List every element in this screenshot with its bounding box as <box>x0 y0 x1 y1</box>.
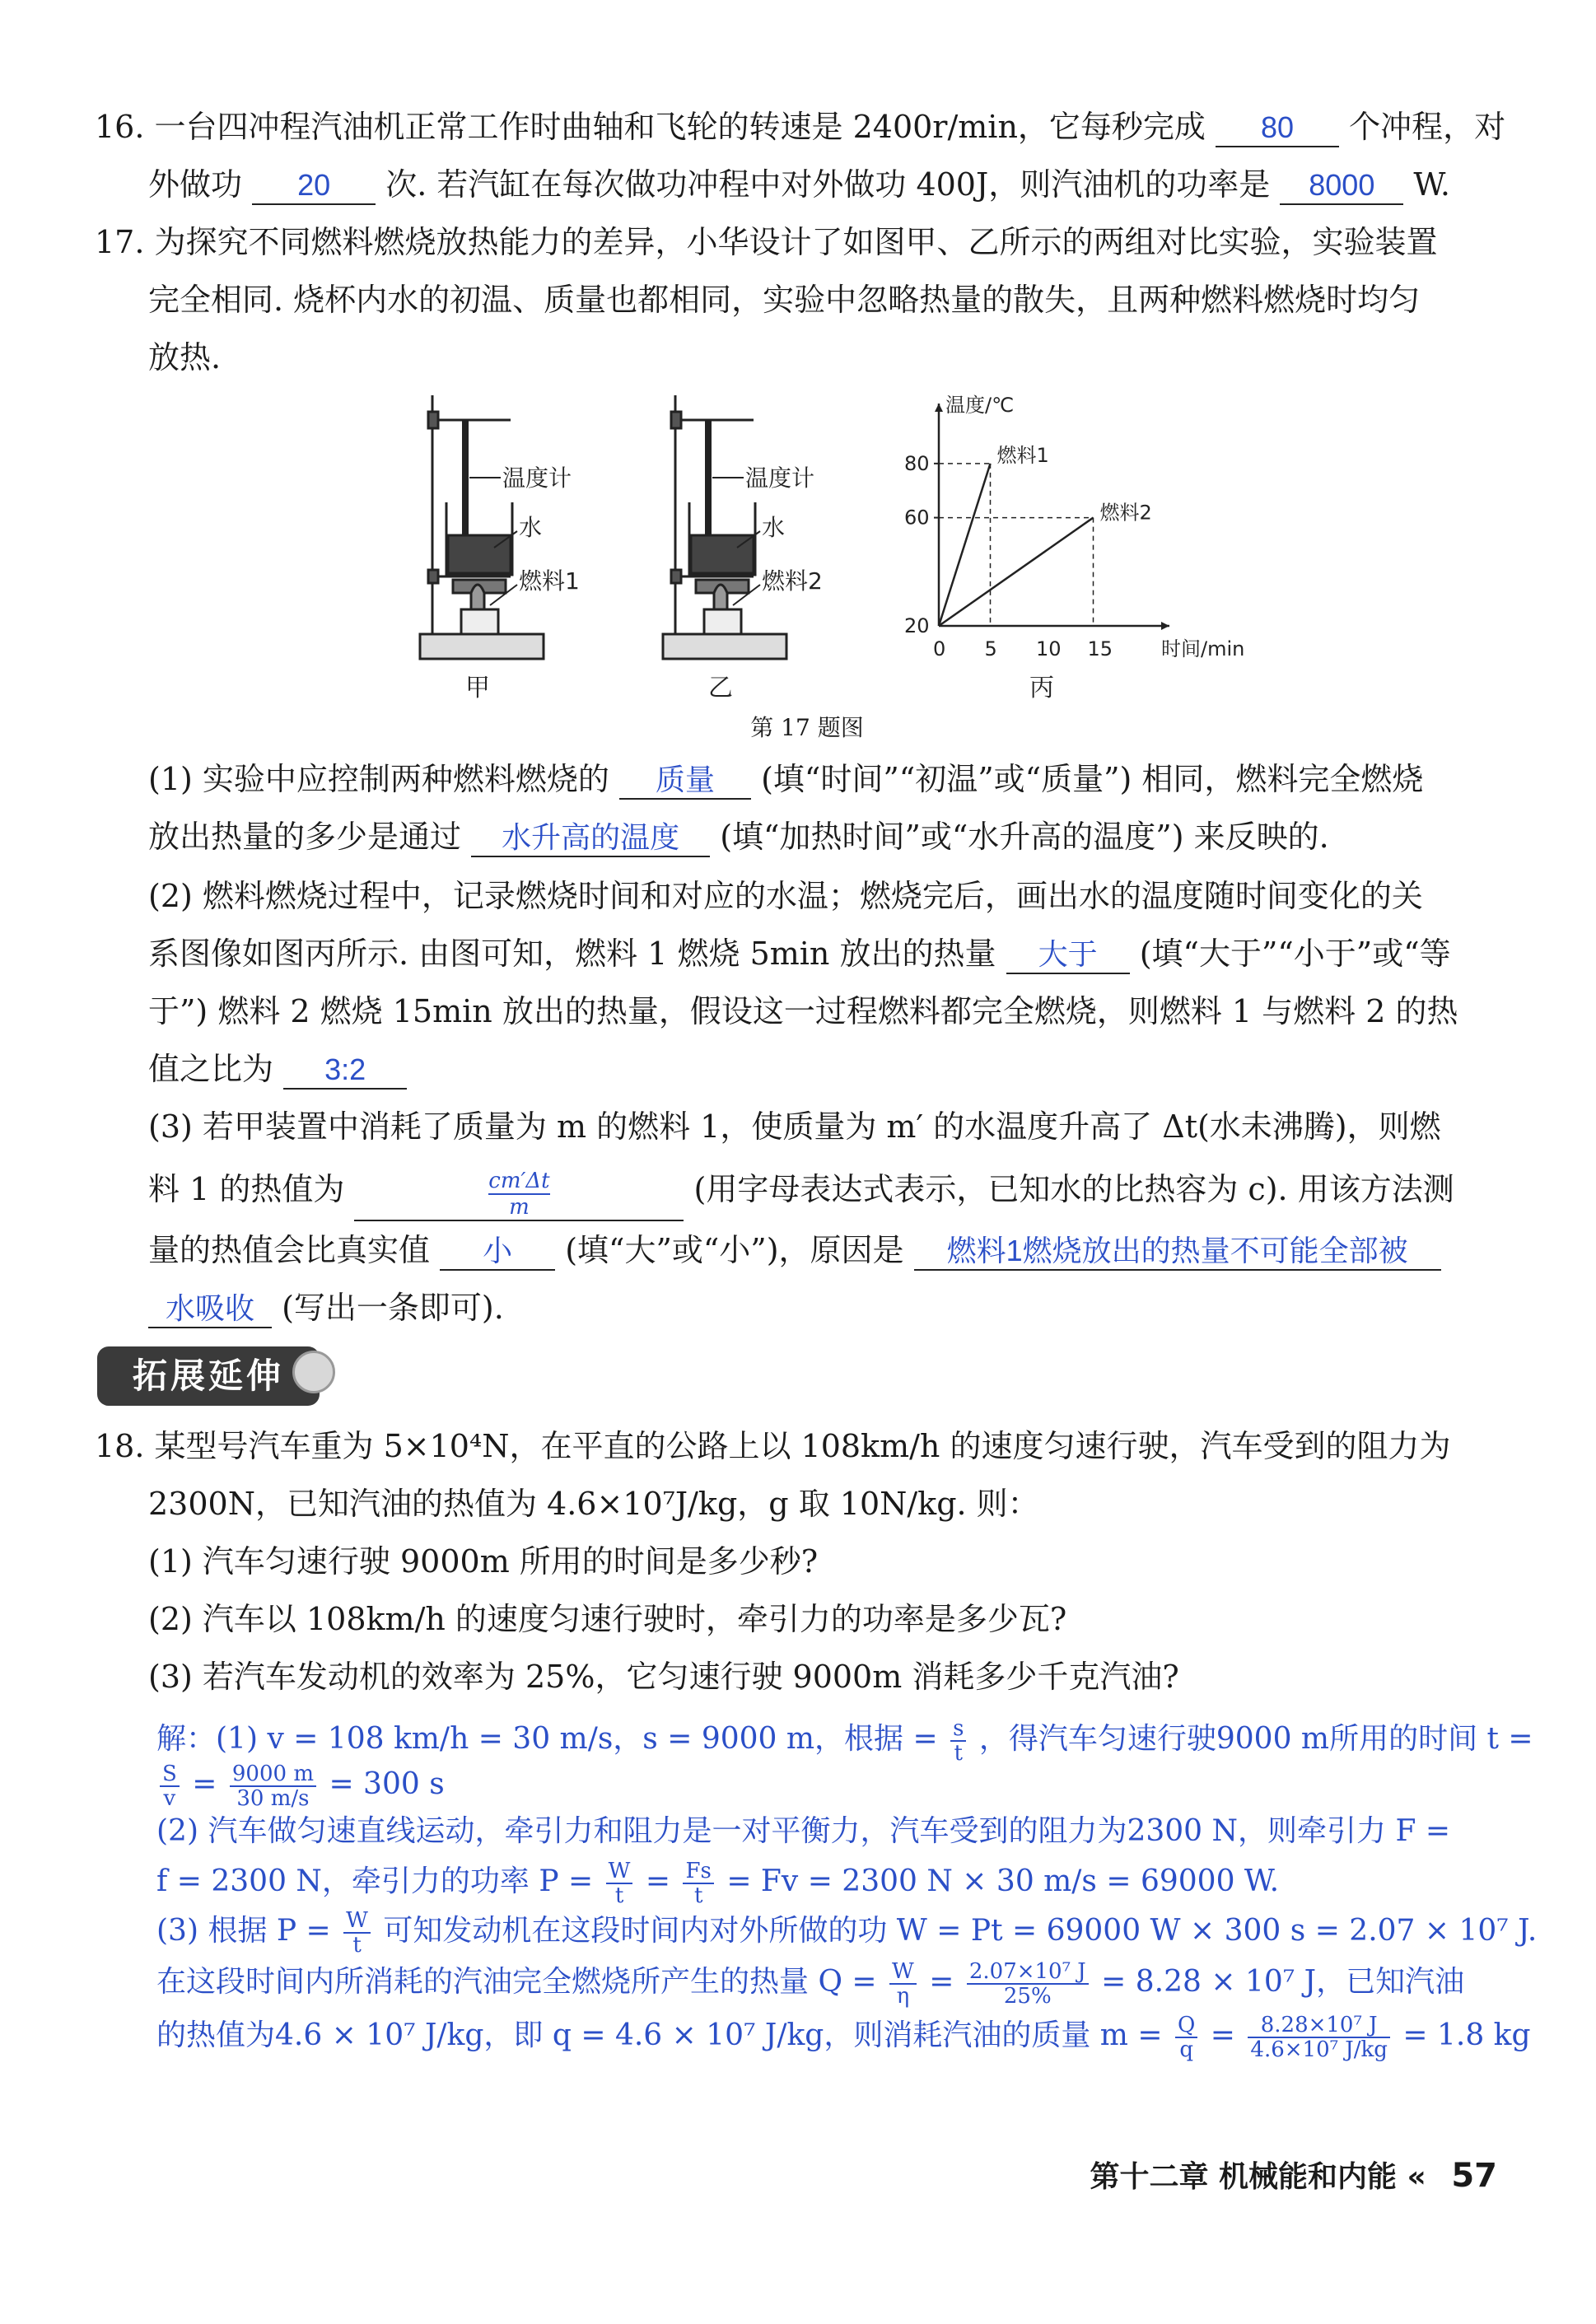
sol3-text-b: 可知发动机在这段时间内对外所做的功 W = Pt = 69000 W × 300 s = 2.07 × 10⁷ J. <box>383 1914 1538 1948</box>
fraction-W-over-t-2: $\frac{W}{t}$ <box>343 1909 371 1957</box>
chart-caption: 丙 <box>1029 674 1054 702</box>
q17-line3: 放热. <box>148 339 222 376</box>
q17-p1-text-d: (填“加热时间”或“水升高的温度”) 来反映的. <box>720 819 1329 855</box>
q18-sub2: (2) 汽车以 108km/h 的速度匀速行驶时，牵引力的功率是多少瓦? <box>148 1601 1067 1637</box>
temperature-time-chart <box>904 394 1244 702</box>
solution-line6: 在这段时间内所消耗的汽油完全燃烧所产生的热量 Q = $\frac{W}{\eta}$ = $\frac{\text{2.07×10⁷ J}}{25\%}$ = 8.28 × 10⁷ J，已知汽油 <box>156 1959 1465 2009</box>
q16-answer-2: 20 <box>252 167 376 205</box>
q17-p2-answer-2: 3:2 <box>283 1052 407 1090</box>
solution-line2: $\frac{S}{v}$ = $\frac{9000 m}{30 m/s}$ = 300 s <box>156 1762 445 1810</box>
fraction-9000-over-30: $\frac{9000 m}{30 m/s}$ <box>230 1762 316 1810</box>
solution-line7: 的热值为4.6 × 10⁷ J/kg，即 q = 4.6 × 10⁷ J/kg，则消耗汽油的质量 m = $\frac{Q}{q}$ = $\frac{\text{8.28×10⁷ J}}{\text{4.6×10⁷ J/kg}}$ = 1.8 kg <box>156 2013 1531 2062</box>
fraction-s-over-t: $\frac{s}{t}$ <box>950 1717 966 1765</box>
section-extension-tag: 拓展延伸 <box>97 1346 320 1406</box>
fraction-S-over-v: $\frac{S}{v}$ <box>160 1762 180 1810</box>
q17-p2-line3: 于”) 燃料 2 燃烧 15min 放出的热量，假设这一过程燃料都完全燃烧，则燃料 1 与燃料 2 的热 <box>148 993 1458 1029</box>
q17-line2: 完全相同. 烧杯内水的初温、质量也都相同，实验中忽略热量的散失，且两种燃料燃烧时均匀 <box>148 282 1421 318</box>
x-axis-label: 时间/min <box>1161 637 1245 660</box>
label-fuel1: 燃料1 <box>519 567 580 595</box>
sol3-text-a: (3) 根据 P = <box>156 1914 331 1948</box>
x-tick-label: 10 <box>1036 637 1062 660</box>
q16-answer-3: 8000 <box>1280 167 1403 205</box>
label-fuel2: 燃料2 <box>762 567 823 595</box>
x-tick-label: 0 <box>933 637 946 660</box>
y-axis-label: 温度/℃ <box>945 394 1015 417</box>
q17-p3-line1: (3) 若甲装置中消耗了质量为 m 的燃料 1，使质量为 m′ 的水温度升高了 Δt(水未沸腾)，则燃 <box>148 1108 1441 1145</box>
y-axis-arrow <box>935 404 943 412</box>
q16-text-2b: 次. 若汽缸在每次做功冲程中对外做功 400J，则汽油机的功率是 <box>385 166 1271 203</box>
q17-p2-text-b: 系图像如图丙所示. 由图可知，燃料 1 燃烧 5min 放出的热量 <box>148 936 996 972</box>
fraction-Q-over-q: $\frac{Q}{q}$ <box>1175 2014 1197 2061</box>
q17-p1-line2 <box>148 815 1329 858</box>
q16-line1 <box>95 105 1505 148</box>
figure-caption: 第 17 题图 <box>750 714 864 741</box>
caption-a: 甲 <box>465 674 490 702</box>
label-thermometer-a: 温度计 <box>502 464 572 492</box>
q16-text-2a: 外做功 <box>148 166 243 203</box>
sol2-text-b: f = 2300 N，牵引力的功率 P = <box>156 1864 594 1898</box>
q16-text-1b: 个冲程，对 <box>1349 109 1506 145</box>
q17-p2-line2 <box>148 932 1451 975</box>
q17-p3-answer-3b: 水吸收 <box>148 1290 272 1328</box>
chapter-title: 第十二章 机械能和内能 « <box>1090 2160 1426 2194</box>
sol3-text-c: 在这段时间内所消耗的汽油完全燃烧所产生的热量 Q = <box>156 1965 877 1999</box>
q18-sub1: (1) 汽车匀速行驶 9000m 所用的时间是多少秒? <box>148 1543 819 1580</box>
q17-p3-text-c: (用字母表达式表示，已知水的比热容为 c). 用该方法测 <box>693 1171 1454 1207</box>
q17-p3-text-d: 量的热值会比真实值 <box>148 1232 431 1268</box>
answer-numerator: cm′Δt <box>488 1169 550 1193</box>
solution-line3: (2) 汽车做匀速直线运动，牵引力和阻力是一对平衡力，汽车受到的阻力为2300 N，则牵引力 F = <box>156 1814 1451 1848</box>
series-line-1 <box>939 464 991 626</box>
sol3-text-d: = 8.28 × 10⁷ J，已知汽油 <box>1101 1965 1465 1999</box>
q17-p3-answer-3: 燃料1燃烧放出的热量不可能全部被 <box>914 1233 1441 1271</box>
q17-p1-line1 <box>148 758 1423 800</box>
q17-p3-text-b: 料 1 的热值为 <box>148 1171 345 1207</box>
q17-p3-answer-1 <box>354 1169 684 1221</box>
y-tick-label: 60 <box>904 506 930 530</box>
fraction-Fs-over-t: $\frac{Fs}{t}$ <box>683 1860 713 1907</box>
q17-p1-text-b: (填“时间”“初温”或“质量”) 相同，燃料完全燃烧 <box>761 761 1424 797</box>
sol1-text-a: 解：(1) v = 108 km/h = 30 m/s，s = 9000 m，根据 = <box>156 1722 938 1756</box>
q17-p2-text-e: 值之比为 <box>148 1051 274 1087</box>
q17-p3-text-f: (写出一条即可). <box>282 1290 504 1326</box>
q18-sub3: (3) 若汽车发动机的效率为 25%，它匀速行驶 9000m 消耗多少千克汽油? <box>148 1659 1179 1695</box>
q17-p3-text-e: (填“大”或“小”)，原因是 <box>565 1232 904 1268</box>
fraction-work-over-efficiency: $\frac{\text{2.07×10⁷ J}}{25\%}$ <box>967 1960 1089 2008</box>
page-number: 57 <box>1451 2157 1497 2195</box>
q17-p2-text-c: (填“大于”“小于”或“等 <box>1139 936 1451 972</box>
x-axis-arrow <box>1161 622 1169 630</box>
answer-denominator: m <box>509 1195 530 1220</box>
fraction-W-over-t: $\frac{W}{t}$ <box>606 1860 633 1907</box>
solution-line4: f = 2300 N，牵引力的功率 P = $\frac{W}{t}$ = $\frac{Fs}{t}$ = Fv = 2300 N × 30 m/s = 69000 W. <box>156 1859 1280 1908</box>
sol2-text-c: = Fv = 2300 N × 30 m/s = 69000 W. <box>726 1864 1280 1898</box>
q17-p3-line2 <box>148 1168 1454 1221</box>
fraction-W-over-eta: $\frac{W}{\eta}$ <box>889 1960 917 2008</box>
label-water-a: 水 <box>519 514 543 541</box>
series-label-2: 燃料2 <box>1099 501 1152 525</box>
page-footer <box>1090 2154 1497 2196</box>
sol1-text-b: ，得汽车匀速行驶9000 m所用的时间 t = <box>978 1722 1533 1756</box>
caption-b: 乙 <box>708 674 733 702</box>
y-tick-label: 80 <box>904 451 930 475</box>
q17-p2-line1: (2) 燃料燃烧过程中，记录燃烧时间和对应的水温；燃烧完后，画出水的温度随时间变化的关 <box>148 878 1423 914</box>
y-tick-label: 20 <box>904 614 930 637</box>
q18-line2: 2300N，已知汽油的热值为 4.6×10⁷J/kg，g 取 10N/kg. 则： <box>148 1486 1039 1522</box>
q17-line1: 17. 为探究不同燃料燃烧放热能力的差异，小华设计了如图甲、乙所示的两组对比实验，实验装置 <box>95 224 1438 260</box>
sol3-text-f: = 1.8 kg <box>1402 2018 1531 2052</box>
x-tick-label: 15 <box>1087 637 1113 660</box>
q16-answer-1: 80 <box>1216 110 1339 147</box>
q17-p1-answer-2: 水升高的温度 <box>471 819 710 857</box>
q17-p2-line4 <box>148 1048 407 1090</box>
q16-text-2c: W. <box>1413 166 1450 203</box>
q17-p1-text-c: 放出热量的多少是通过 <box>148 819 462 855</box>
label-thermometer-b: 温度计 <box>745 464 815 492</box>
series-line-2 <box>939 518 1094 626</box>
q16-text-1a: 16. 一台四冲程汽油机正常工作时曲轴和飞轮的转速是 2400r/min，它每秒完成 <box>95 109 1206 145</box>
solution-line5 <box>156 1909 1537 1957</box>
sol1-text-c: = 300 s <box>329 1767 445 1801</box>
sol3-text-e: 的热值为4.6 × 10⁷ J/kg，即 q = 4.6 × 10⁷ J/kg，则消耗汽油的质量 m = <box>156 2018 1163 2052</box>
label-water-b: 水 <box>762 514 786 541</box>
q16-line2 <box>148 163 1450 206</box>
solution-line1 <box>156 1717 1533 1765</box>
q17-p1-answer-1: 质量 <box>619 762 751 800</box>
q17-p2-answer-1: 大于 <box>1006 936 1130 974</box>
series-label-1: 燃料1 <box>996 443 1049 467</box>
q17-p3-answer-2: 小 <box>440 1233 555 1271</box>
q17-figure <box>395 387 1245 708</box>
lightbulb-icon <box>292 1351 335 1393</box>
q17-p1-text-a: (1) 实验中应控制两种燃料燃烧的 <box>148 761 609 797</box>
x-tick-label: 5 <box>984 637 997 660</box>
q18-line1: 18. 某型号汽车重为 5×10⁴N，在平直的公路上以 108km/h 的速度匀速行驶，汽车受到的阻力为 <box>95 1428 1451 1464</box>
q17-p3-line4 <box>148 1286 504 1329</box>
q17-p3-line3 <box>148 1229 1441 1272</box>
fraction-heat-over-value: $\frac{\text{8.28×10⁷ J}}{\text{4.6×10⁷ J/kg}}$ <box>1248 2014 1390 2061</box>
